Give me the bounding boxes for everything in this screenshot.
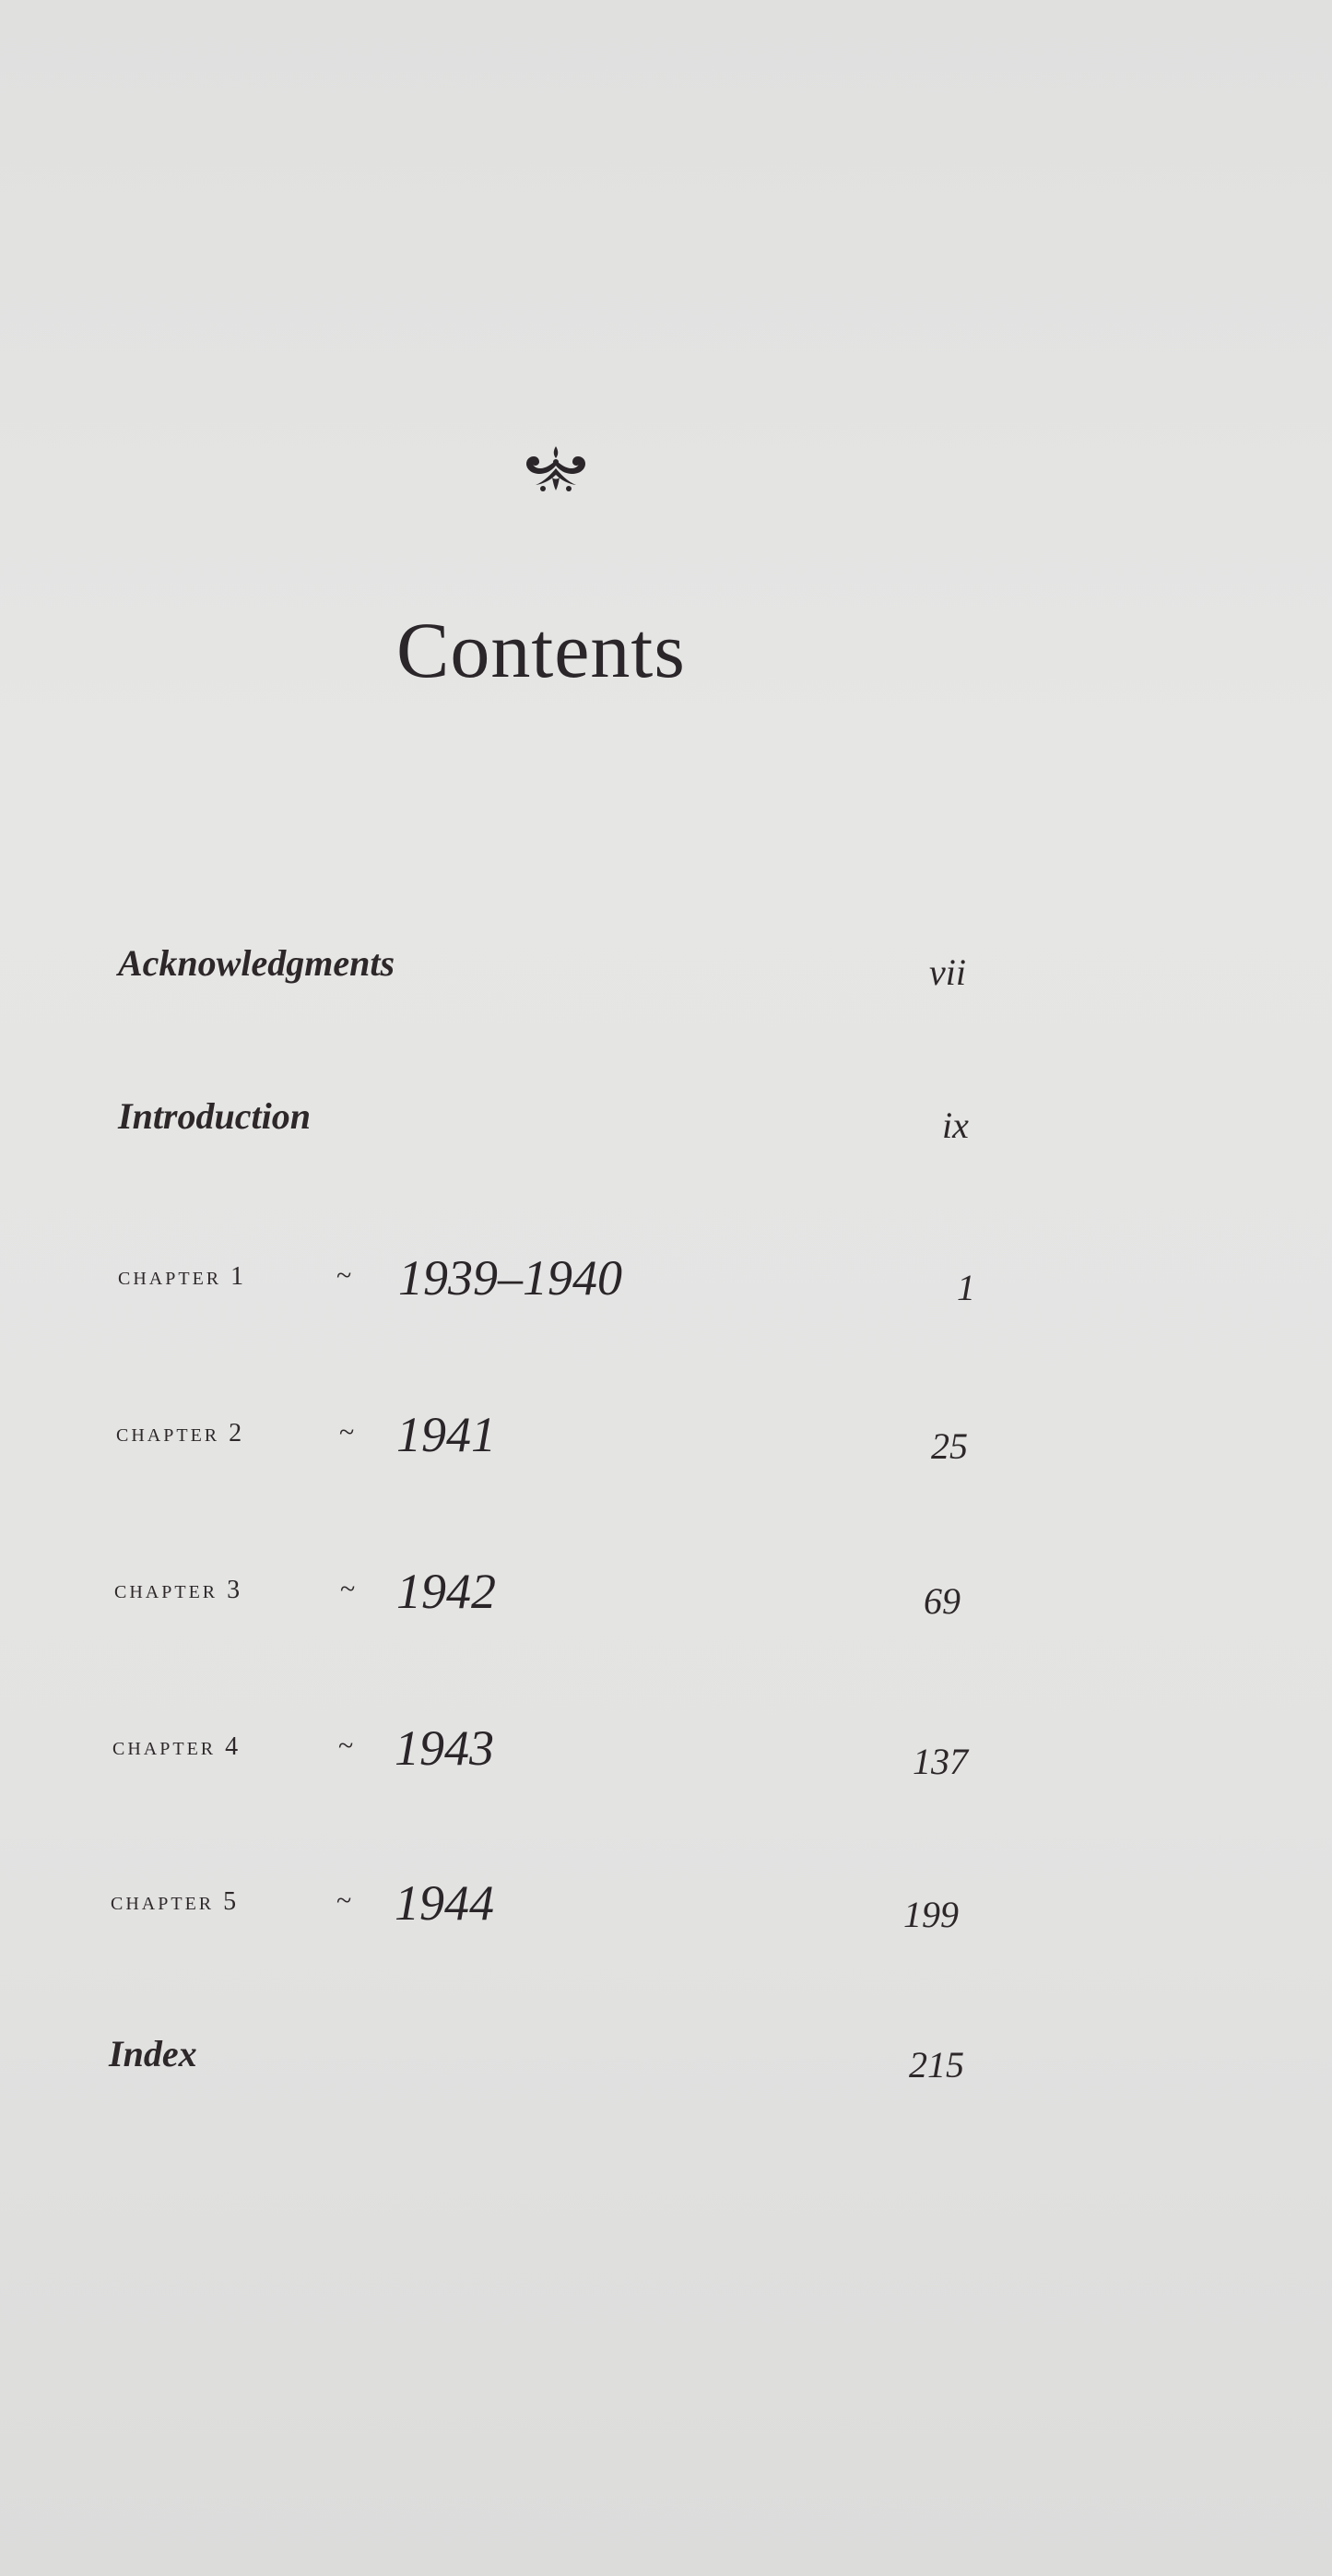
toc-entry-acknowledgments[interactable] xyxy=(0,936,1332,1010)
toc-page-number: 69 xyxy=(924,1580,961,1622)
toc-separator: ~ xyxy=(339,1417,355,1448)
toc-page-number: 1 xyxy=(957,1267,975,1308)
toc-chapter-label: chapter 2 xyxy=(116,1419,245,1448)
toc-entry-chapter-3[interactable] xyxy=(0,1563,1332,1637)
toc-page-number: 215 xyxy=(909,2044,964,2086)
toc-chapter-year: 1943 xyxy=(395,1720,494,1776)
toc-separator: ~ xyxy=(336,1260,352,1291)
toc-separator: ~ xyxy=(340,1574,356,1604)
toc-entry-chapter-1[interactable] xyxy=(0,1249,1332,1323)
toc-chapter-year: 1941 xyxy=(396,1407,496,1462)
toc-chapter-year: 1942 xyxy=(396,1564,496,1619)
toc-page-number: ix xyxy=(942,1105,969,1146)
fleuron-icon xyxy=(512,441,600,498)
toc-separator: ~ xyxy=(336,1885,352,1916)
toc-chapter-year: 1944 xyxy=(395,1875,494,1931)
toc-entry-introduction[interactable] xyxy=(0,1093,1332,1166)
toc-entry-label: Introduction xyxy=(118,1095,311,1137)
toc-chapter-label: chapter 1 xyxy=(118,1262,247,1291)
toc-page-number: vii xyxy=(929,951,966,993)
toc-entry-label: Acknowledgments xyxy=(118,942,395,984)
toc-entry-label: Index xyxy=(109,2033,197,2074)
toc-page-number: 199 xyxy=(903,1894,959,1935)
toc-entry-index[interactable] xyxy=(0,2028,1332,2102)
toc-page-number: 25 xyxy=(931,1425,968,1467)
toc-chapter-year: 1939–1940 xyxy=(398,1250,622,1306)
toc-chapter-label: chapter 4 xyxy=(112,1732,242,1761)
toc-entry-chapter-4[interactable] xyxy=(0,1719,1332,1793)
toc-entry-chapter-5[interactable] xyxy=(0,1874,1332,1948)
toc-chapter-label: chapter 3 xyxy=(114,1576,243,1604)
toc-chapter-label: chapter 5 xyxy=(111,1887,240,1916)
toc-separator: ~ xyxy=(338,1731,354,1761)
toc-entry-chapter-2[interactable] xyxy=(0,1406,1332,1480)
toc-page-number: 137 xyxy=(913,1741,968,1782)
page-title: Contents xyxy=(396,606,686,694)
